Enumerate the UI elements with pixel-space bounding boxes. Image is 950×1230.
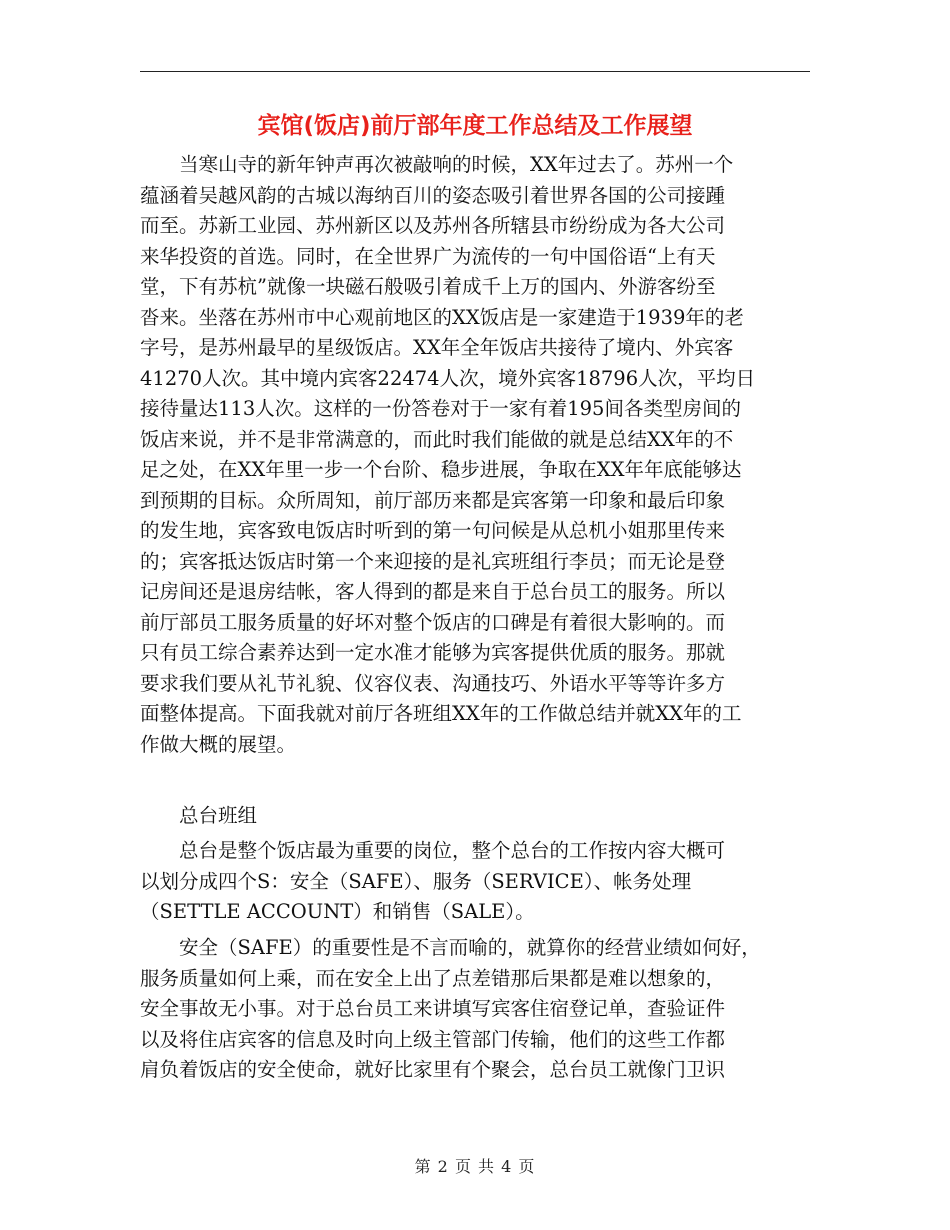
paragraph-intro — [140, 150, 812, 760]
text-line: 服务质量如何上乘，而在安全上出了点差错那后果都是难以想象的， — [140, 966, 726, 990]
page-footer: 第 2 页 共 4 页 — [414, 1157, 536, 1176]
text-line: 接待量达113人次。这样的一份答卷对于一家有着195间各类型房间的 — [140, 397, 741, 420]
text-line: 面整体提高。下面我就对前厅各班组XX年的工作做总结并就XX年的工 — [140, 702, 742, 725]
text-line: 的发生地，宾客致电饭店时听到的第一句问候是从总机小姐那里传来 — [140, 519, 726, 542]
text-line: 的；宾客抵达饭店时第一个来迎接的是礼宾班组行李员；而无论是登 — [140, 549, 726, 573]
text-line: 41270人次。其中境内宾客22474人次，境外宾客18796人次，平均日 — [140, 366, 756, 390]
text-line: （SETTLE ACCOUNT）和销售（SALE）。 — [140, 900, 535, 923]
text-line: 当寒山寺的新年钟声再次被敲响的时候，XX年过去了。苏州一个 — [140, 153, 734, 176]
text-line: 总台是整个饭店最为重要的岗位，整个总台的工作按内容大概可 — [140, 839, 726, 862]
text-line: 安全事故无小事。对于总台员工来讲填写宾客住宿登记单，查验证件 — [140, 997, 726, 1020]
text-line: 蕴涵着吴越风韵的古城以海纳百川的姿态吸引着世界各国的公司接踵 — [140, 183, 726, 207]
paragraph-safety — [140, 933, 812, 1086]
text-line: 以及将住店宾客的信息及时向上级主管部门传输，他们的这些工作都 — [140, 1027, 726, 1051]
text-line: 以划分成四个S：安全（SAFE）、服务（SERVICE）、帐务处理 — [140, 869, 692, 893]
text-line: 字号，是苏州最早的星级饭店。XX年全年饭店共接待了境内、外宾客 — [140, 336, 734, 359]
text-line: 要求我们要从礼节礼貌、仪容仪表、沟通技巧、外语水平等等许多方 — [140, 671, 726, 695]
text-line: 记房间还是退房结帐，客人得到的都是来自于总台员工的服务。所以 — [140, 580, 726, 603]
text-line: 前厅部员工服务质量的好坏对整个饭店的口碑是有着很大影响的。而 — [140, 610, 726, 634]
text-line: 作做大概的展望。 — [140, 732, 297, 756]
header-rule — [140, 71, 810, 72]
section-heading-front-desk — [140, 801, 812, 832]
text-line: 到预期的目标。众所周知，前厅部历来都是宾客第一印象和最后印象 — [140, 488, 726, 512]
text-line: 来华投资的首选。同时，在全世界广为流传的一句中国俗语“上有天 — [140, 244, 716, 268]
text-line: 而至。苏新工业园、苏州新区以及苏州各所辖县市纷纷成为各大公司 — [140, 214, 726, 237]
paragraph-four-s — [140, 836, 812, 928]
text-line: 肩负着饭店的安全使命，就好比家里有个聚会，总台员工就像门卫识 — [140, 1058, 726, 1081]
text-line: 沓来。坐落在苏州市中心观前地区的XX饭店是一家建造于1939年的老 — [140, 305, 744, 329]
text-line: 足之处，在XX年里一步一个台阶、稳步进展，争取在XX年年底能够达 — [140, 458, 742, 481]
text-line: 堂，下有苏杭”就像一块磁石般吸引着成千上万的国内、外游客纷至 — [140, 275, 716, 298]
text-line: 安全（SAFE）的重要性是不言而喻的，就算你的经营业绩如何好， — [140, 936, 761, 959]
text-line: 只有员工综合素养达到一定水准才能够为宾客提供优质的服务。那就 — [140, 641, 726, 664]
section-heading: 总台班组 — [140, 804, 258, 827]
document-title: 宾馆(饭店)前厅部年度工作总结及工作展望 — [257, 113, 693, 139]
text-line: 饭店来说，并不是非常满意的，而此时我们能做的就是总结XX年的不 — [140, 427, 734, 451]
